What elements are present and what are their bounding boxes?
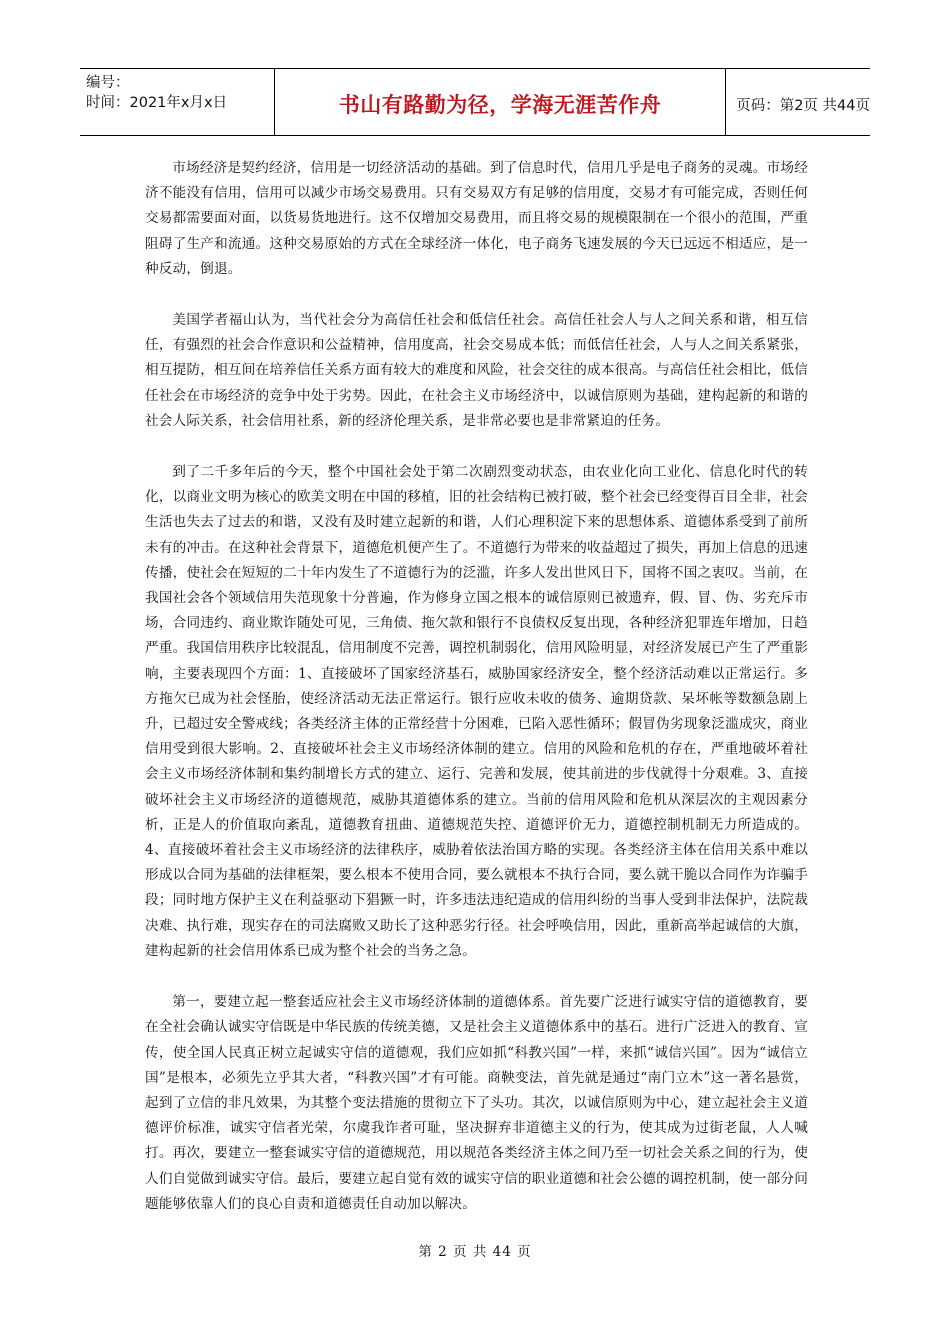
paragraph-3: 到了二千多年后的今天，整个中国社会处于第二次剧烈变动状态，由农业化向工业化、信息化时代的转化，以商业文明为核心的欧美文明在中国的移植，旧的社会结构已被打破，整个社会已经变得百目全非，社会生活也失去了过去的和谐，又没有及时建立起新的和谐，人们心理积淀下来的思想体系、道德体系受到了前所未有的冲击。在这种社会背景下，道德危机便产生了。不道德行为带来的收益超过了损失，再加上信息的迅速传播，使社会在短短的二十年内发生了不道德行为的泛滥，许多人发出世风日下，国将不国之衷叹。当前，在我国社会各个领域信用失范现象十分普遍，作为修身立国之根本的诚信原则已被遗弃，假、冒、伪、劣充斥市场，合同违约、商业欺诈随处可见，三角债、拖欠款和银行不良债权反复出现，各种经济犯罪连年增加，日趋严重。我国信用秩序比较混乱，信用制度不完善，调控机制弱化，信用风险明显，对经济发展已产生了严重影响，主要表现四个方面：1、直接破坏了国家经济基石，威胁国家经济安全，整个经济活动难以正常运行。多方拖欠已成为社会怪胎，使经济活动无法正常运行。银行应收未收的债务、逾期贷款、呆坏帐等数额急剧上升，已超过安全警戒线；各类经济主体的正常经营十分困难，已陷入恶性循环；假冒伪劣现象泛滥成灾，商业信用受到很大影响。2、直接破坏社会主义市场经济体制的建立。信用的风险和危机的存在，严重地破坏着社会主义市场经济体制和集约制增长方式的建立、运行、完善和发展，使其前进的步伐就得十分艰难。3、直接破坏社会主义市场经济的道德规范，威胁其道德体系的建立。当前的信用风险和危机从深层次的主观因素分析，正是人的价值取向紊乱，道德教育扭曲、道德规范失控、道德评价无力，道德控制机制无力所造成的。4、直接破坏着社会主义市场经济的法律秩序，威胁着依法治国方略的实现。各类经济主体在信用关系中难以形成以合同为基础的法律框架，要么根本不使用合同，要么就根本不执行合同，要么就干脆以合同作为诈骗手段；同时地方保护主义在利益驱动下猖獗一时，许多违法违纪造成的信用纠纷的当事人受到非法保护，法院裁决难、执行难，现实存在的司法腐败又助长了这种恶劣行径。社会呼唤信用，因此，重新高举起诚信的大旗，建构起新的社会信用体系已成为整个社会的当务之急。: [145, 464, 808, 959]
page-footer: 第 2 页 共 44 页: [418, 1244, 532, 1260]
header-meta: [80, 69, 274, 135]
paragraph-4: 第一，要建立起一整套适应社会主义市场经济体制的道德体系。首先要广泛进行诚实守信的道德教育，要在全社会确认诚实守信既是中华民族的传统美德，又是社会主义道德体系中的基石。进行广泛进入的教育、宣传，使全国人民真正树立起诚实守信的道德观，我们应如抓“科教兴国”一样，来抓“诚信兴国”。因为“诚信立国”是根本，必须先立乎其大者，“科教兴国”才有可能。商鞅变法，首先就是通过“南门立木”这一著名悬赏，起到了立信的非凡效果，为其整个变法措施的贯彻立下了头功。其次，以诚信原则为中心，建立起社会主义道德评价标准，诚实守信者光荣，尔虞我诈者可耻，坚决摒弃非道德主义的行为，使其成为过街老鼠，人人喊打。再次，要建立一整套诚实守信的道德规范，用以规范各类经济主体之间乃至一切社会关系之间的行为，使人们自觉做到诚实守信。最后，要建立起自觉有效的诚实守信的职业道德和社会公德的调控机制，使一部分问题能够依靠人们的良心自责和道德责任自动加以解决。: [145, 994, 808, 1212]
header-motto-cell: [274, 69, 727, 135]
paragraph-2: 美国学者福山认为，当代社会分为高信任社会和低信任社会。高信任社会人与人之间关系和谐，相互信任，有强烈的社会合作意识和公益精神，信用度高，社会交易成本低；而低信任社会，人与人之间关系紧张，相互提防，相互间在培养信任关系方面有较大的难度和风险，社会交往的成本很高。与高信任社会相比，低信任社会在市场经济的竞争中处于劣势。因此，在社会主义市场经济中，以诚信原则为基础，建构起新的和谐的社会人际关系，社会信用社系，新的经济伦理关系，是非常必要也是非常紧迫的任务。: [145, 312, 808, 429]
document-time: 时间：2021年x月x日: [86, 95, 228, 111]
page-header: [80, 68, 870, 136]
document-body: [145, 156, 808, 1243]
document-number-label: 编号：: [86, 75, 130, 91]
header-page-info: 页码：第2页 共44页: [736, 97, 870, 114]
motto-text: 书山有路勤为径，学海无涯苦作舟: [338, 93, 662, 117]
paragraph-1: 市场经济是契约经济，信用是一切经济活动的基础。到了信息时代，信用几乎是电子商务的灵魂。市场经济不能没有信用，信用可以减少市场交易费用。只有交易双方有足够的信用度，交易才有可能完成，否则任何交易都需要面对面，以货易货地进行。这不仅增加交易费用，而且将交易的规模限制在一个很小的范围，严重阻碍了生产和流通。这种交易原始的方式在全球经济一体化，电子商务飞速发展的今天已远远不相适应，是一种反动，倒退。: [145, 160, 808, 277]
